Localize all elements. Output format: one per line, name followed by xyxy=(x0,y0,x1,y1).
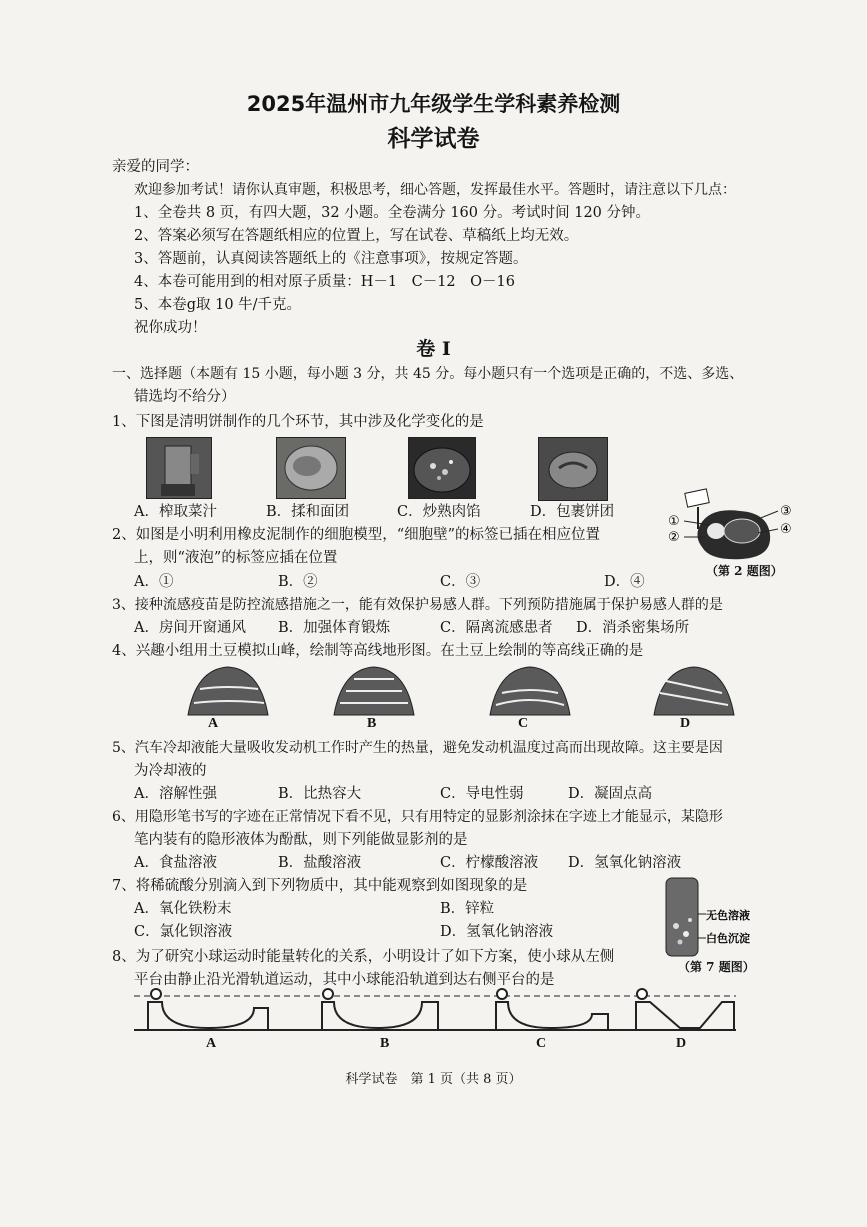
white-precipitate-label: 白色沉淀 xyxy=(706,932,750,945)
closing: 祝你成功！ xyxy=(134,320,207,336)
q8-label-d: D xyxy=(676,1036,687,1051)
q3-option-c: C．隔离流感患者 xyxy=(440,620,553,636)
q5-stem-cont: 为冷却液的 xyxy=(134,763,207,779)
q6-option-c: C．柠檬酸溶液 xyxy=(440,855,539,871)
stirfry-icon xyxy=(409,438,475,498)
stirfry-photo xyxy=(408,437,476,499)
q8-stem-cont: 平台由静止沿光滑轨道运动，其中小球能沿轨道到达右侧平台的是 xyxy=(134,972,555,988)
note-4: 4、本卷可能用到的相对原子质量：H－1 C－12 O－16 xyxy=(134,274,515,290)
q2-caption: （第 2 题图） xyxy=(706,564,783,578)
q6-option-a: A．食盐溶液 xyxy=(134,855,217,871)
track-b xyxy=(322,989,438,1030)
q1-option-b: B．揉和面团 xyxy=(266,504,350,520)
q1-stem: 1、下图是清明饼制作的几个环节，其中涉及化学变化的是 xyxy=(112,414,484,430)
q7-option-c: C．氯化钡溶液 xyxy=(134,924,233,940)
q2-option-b: B．② xyxy=(278,574,318,590)
q4-stem: 4、兴趣小组用土豆模拟山峰，绘制等高线地形图。在土豆上绘制的等高线正确的是 xyxy=(112,643,644,659)
q6-option-d: D．氢氧化钠溶液 xyxy=(568,855,682,871)
q8-label-b: B xyxy=(380,1036,390,1051)
q3-option-a: A．房间开窗通风 xyxy=(134,620,246,636)
q1-option-c: C．炒熟肉馅 xyxy=(397,504,481,520)
track-c xyxy=(496,989,608,1030)
q3-stem: 3、接种流感疫苗是防控流感措施之一，能有效保护易感人群。下列预防措施属于保护易感人群的是 xyxy=(112,597,723,613)
exam-subject: 科学试卷 xyxy=(387,126,480,152)
test-tube xyxy=(666,878,698,956)
note-3: 3、答题前，认真阅读答题纸上的《注意事项》，按规定答题。 xyxy=(134,251,528,267)
wrapping-photo xyxy=(538,437,608,501)
q2-stem: 2、如图是小明利用橡皮泥制作的细胞模型，“细胞壁”的标签已插在相应位置 xyxy=(112,527,601,543)
dough-photo xyxy=(276,437,346,499)
track-d xyxy=(636,989,734,1030)
q4-label-d: D xyxy=(680,716,691,731)
q5-option-b: B．比热容大 xyxy=(278,786,362,802)
q8-stem: 8、为了研究小球运动时能量转化的关系，小明设计了如下方案，使小球从左侧 xyxy=(112,949,615,965)
q4-label-a: A xyxy=(208,716,219,731)
greeting: 亲爱的同学： xyxy=(112,159,199,175)
q3-option-b: B．加强体育锻炼 xyxy=(278,620,391,636)
q1-option-a: A．榨取菜汁 xyxy=(134,504,217,520)
q2-stem-cont: 上，则“液泡”的标签应插在位置 xyxy=(134,550,338,566)
mark-1: ① xyxy=(668,514,680,529)
mark-4: ④ xyxy=(780,522,792,537)
q3-option-d: D．消杀密集场所 xyxy=(576,620,690,636)
juicer-photo xyxy=(146,437,212,499)
q8-label-c: C xyxy=(536,1036,547,1051)
exam-title: 2025年温州市九年级学生学科素养检测 xyxy=(246,92,621,116)
note-5: 5、本卷g取 10 牛/千克。 xyxy=(134,297,302,313)
q6-stem: 6、用隐形笔书写的字迹在正常情况下看不见，只有用特定的显影剂涂抹在字迹上才能显示，某隐形 xyxy=(112,809,723,825)
juicer-icon xyxy=(147,438,211,498)
q4-label-b: B xyxy=(367,716,377,731)
potato-d xyxy=(654,667,734,715)
cell-model-figure xyxy=(660,485,800,565)
q7-caption: （第 7 题图） xyxy=(678,960,755,974)
dough-icon xyxy=(277,438,345,498)
q2-option-d: D．④ xyxy=(604,574,645,590)
q5-stem: 5、汽车冷却液能大量吸收发动机工作时产生的热量，避免发动机温度过高而出现故障。这主要是因 xyxy=(112,740,723,756)
q5-option-d: D．凝固点高 xyxy=(568,786,653,802)
q6-option-b: B．盐酸溶液 xyxy=(278,855,362,871)
wrapping-icon xyxy=(539,438,607,500)
q7-stem: 7、将稀硫酸分别滴入到下列物质中，其中能观察到如图现象的是 xyxy=(112,878,528,894)
potato-a xyxy=(188,667,268,715)
note-2: 2、答案必须写在答题纸相应的位置上，写在试卷、草稿纸上均无效。 xyxy=(134,228,579,244)
track-a xyxy=(148,989,268,1030)
cell-vacuole xyxy=(724,519,760,543)
q7-option-d: D．氢氧化钠溶液 xyxy=(440,924,554,940)
mark-2: ② xyxy=(668,530,680,545)
potato-contour-options xyxy=(180,663,740,717)
q2-option-a: A．① xyxy=(134,574,174,590)
welcome-text: 欢迎参加考试！请你认真审题，积极思考，细心答题，发挥最佳水平。答题时，请注意以下几点： xyxy=(134,182,736,198)
page-footer: 科学试卷 第 1 页（共 8 页） xyxy=(345,1072,522,1087)
potato-b xyxy=(334,667,414,715)
colorless-solution-label: 无色溶液 xyxy=(706,909,750,922)
section-heading: 一、选择题（本题有 15 小题，每小题 3 分，共 45 分。每小题只有一个选项是正确的，不选、多选、 xyxy=(112,366,744,382)
q5-option-a: A．溶解性强 xyxy=(134,786,217,802)
q8-label-a: A xyxy=(206,1036,217,1051)
q7-option-b: B．锌粒 xyxy=(440,901,495,917)
q7-option-a: A．氧化铁粉末 xyxy=(134,901,232,917)
q4-label-c: C xyxy=(518,716,529,731)
cell-wall-flag xyxy=(685,489,709,507)
q6-stem-cont: 笔内装有的隐形液体为酚酞，则下列能做显影剂的是 xyxy=(134,832,468,848)
volume-heading: 卷 I xyxy=(416,338,451,360)
q5-option-c: C．导电性弱 xyxy=(440,786,524,802)
note-1: 1、全卷共 8 页，有四大题，32 小题。全卷满分 160 分。考试时间 120 分钟。 xyxy=(134,205,651,221)
track-options-figure xyxy=(130,984,750,1034)
q2-option-c: C．③ xyxy=(440,574,481,590)
test-tube-figure xyxy=(662,876,774,958)
section-heading-cont: 错选均不给分） xyxy=(134,389,236,405)
mark-3: ③ xyxy=(780,504,792,519)
q1-option-d: D．包裹饼团 xyxy=(530,504,615,520)
potato-c xyxy=(490,667,570,715)
pointer-3 xyxy=(758,511,778,519)
